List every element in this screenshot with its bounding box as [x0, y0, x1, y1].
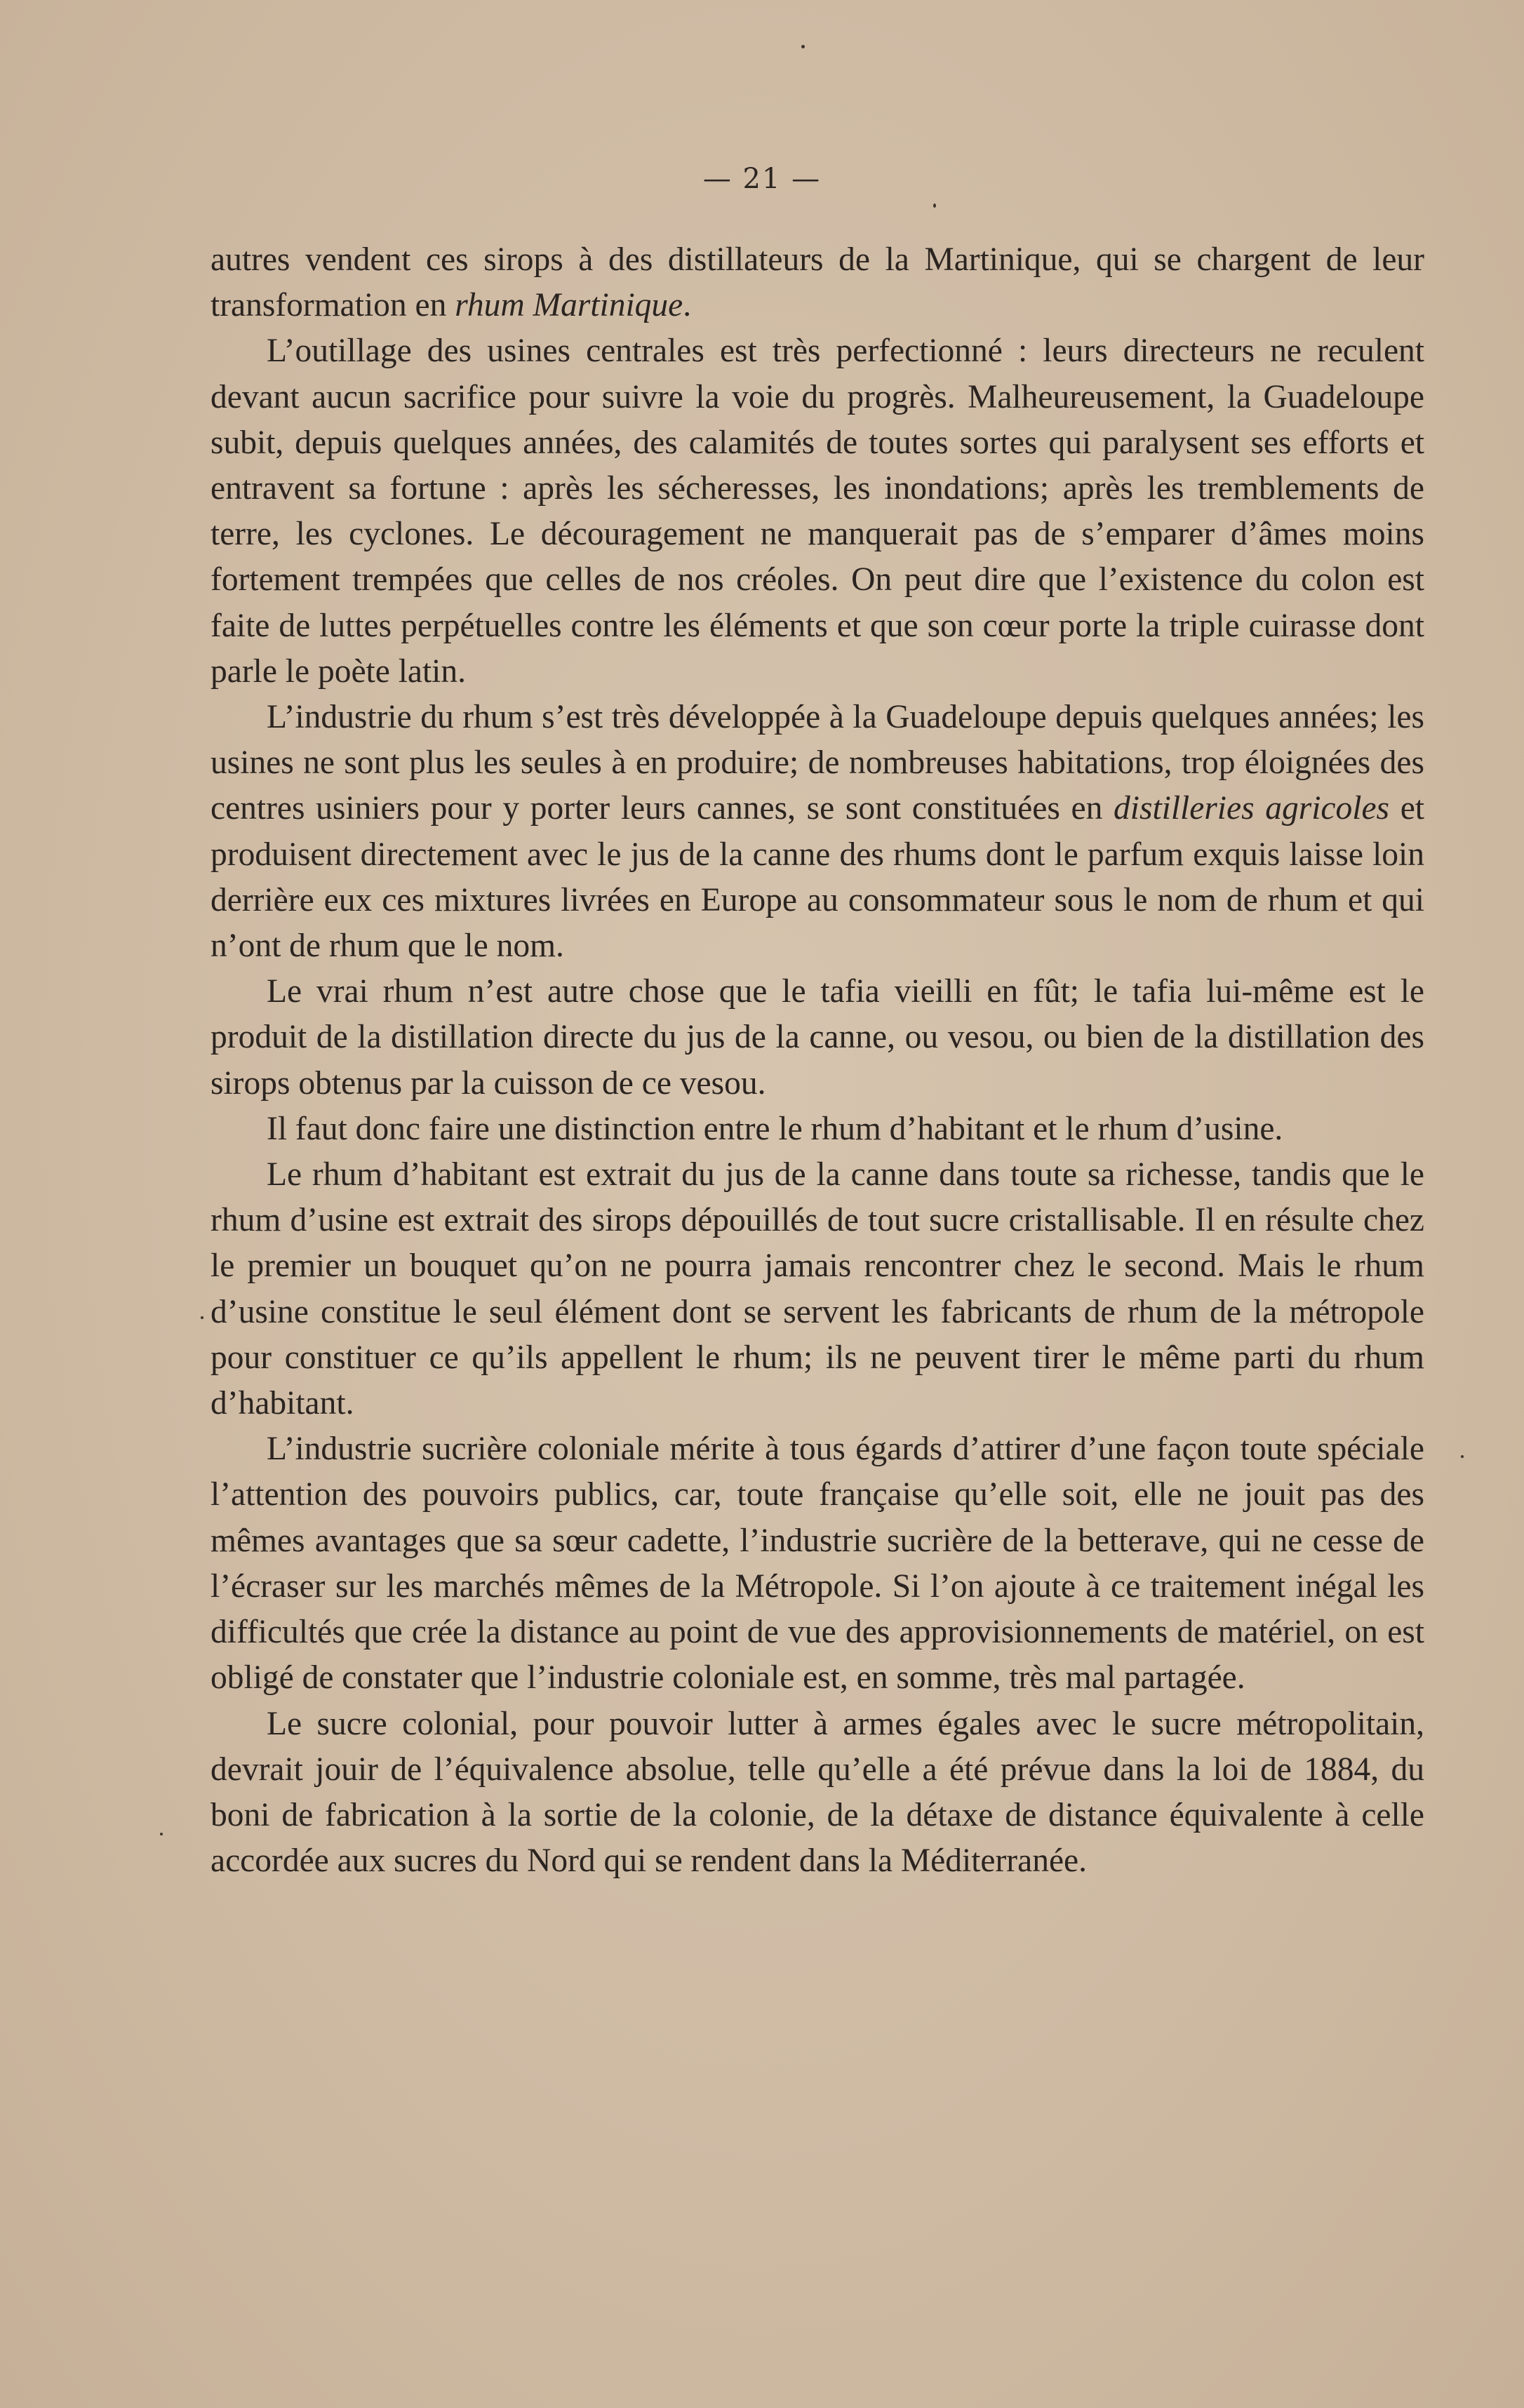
text-run: L’industrie du rhum s’est très développée à la Guadeloupe depuis quelques années; les usines ne sont plus les seules à en produire; de nombreuses habitations, trop éloignées des centres usiniers pour y porter leurs cannes, se sont constituées en — [210, 699, 1424, 827]
print-speck — [160, 1833, 163, 1835]
paragraph — [210, 1106, 1424, 1152]
body-text — [210, 237, 1424, 1884]
text-run: Il faut donc faire une distinction entre le rhum d’habitant et le rhum d’usine. — [267, 1110, 1283, 1147]
paragraph — [210, 695, 1424, 969]
paragraph — [210, 1152, 1424, 1426]
text-run: Le vrai rhum n’est autre chose que le tafia vieilli en fût; le tafia lui-même est le produit de la distillation directe du jus de la canne, ou vesou, ou bien de la distillation des sirops obtenus par la cuisson de ce vesou. — [210, 973, 1424, 1102]
print-speck — [933, 203, 936, 208]
paragraph — [210, 1701, 1424, 1885]
print-speck — [801, 45, 805, 48]
paragraph — [210, 328, 1424, 695]
paragraph — [210, 1426, 1424, 1701]
text-run: L’outillage des usines centrales est très perfectionné : leurs directeurs ne reculent devant aucun sacrifice pour suivre la voie du progrès. Malheureusement, la Guadeloupe subit, depuis quelques années, des calamités de toutes sortes qui paralysent ses efforts et entravent sa fortune : après les sécheresses, les inondations; après les tremblements de terre, les cyclones. Le découragement ne manquerait pas de s’emparer d’âmes moins fortement trempées que celles de nos créoles. On peut dire que l’existence du colon est faite de luttes perpétuelles contre les éléments et que son cœur porte la triple cuirasse dont parle le poète latin. — [210, 333, 1424, 690]
italic-text: rhum Martinique — [455, 287, 683, 324]
paragraph — [210, 969, 1424, 1106]
italic-text: distilleries agricoles — [1114, 790, 1390, 827]
text-run: autres vendent ces sirops à des distillateurs de la Martinique, qui se chargent de leur transformation en — [210, 241, 1424, 324]
page-number: — 21 — — [702, 163, 822, 195]
paragraph — [210, 237, 1424, 328]
print-speck — [1461, 1455, 1464, 1458]
print-speck — [201, 1316, 203, 1319]
text-run: Le rhum d’habitant est extrait du jus de la canne dans toute sa richesse, tandis que le rhum d’usine est extrait des sirops dépouillés de tout sucre cristallisable. Il en résulte chez le premier un bouquet qu’on ne pourra jamais rencontrer chez le second. Mais le rhum d’usine constitue le seul élément dont se servent les fabricants de rhum de la métropole pour constituer ce qu’ils appellent le rhum; ils ne peuvent tirer le même parti du rhum d’habitant. — [210, 1156, 1424, 1422]
text-run: L’industrie sucrière coloniale mérite à tous égards d’attirer d’une façon toute spéciale l’attention des pouvoirs publics, car, toute française qu’elle soit, elle ne jouit pas des mêmes avantages que sa sœur cadette, l’industrie sucrière de la betterave, qui ne cesse de l’écraser sur les marchés mêmes de la Métropole. Si l’on ajoute à ce traitement inégal les difficultés que crée la distance au point de vue des approvisionnements de matériel, on est obligé de constater que l’industrie coloniale est, en somme, très mal partagée. — [210, 1431, 1424, 1697]
text-run: et produisent directement avec le jus de la canne des rhums dont le parfum exquis laisse loin derrière eux ces mixtures livrées en Europe au consommateur sous le nom de rhum et qui n’ont de rhum que le nom. — [210, 790, 1424, 965]
text-run: . — [683, 287, 692, 324]
text-run: Le sucre colonial, pour pouvoir lutter à armes égales avec le sucre métropolitain, devrait jouir de l’équivalence absolue, telle qu’elle a été prévue dans la loi de 1884, du boni de fabrication à la sortie de la colonie, de la détaxe de distance équivalente à celle accordée aux sucres du Nord qui se rendent dans la Méditerranée. — [210, 1705, 1424, 1880]
